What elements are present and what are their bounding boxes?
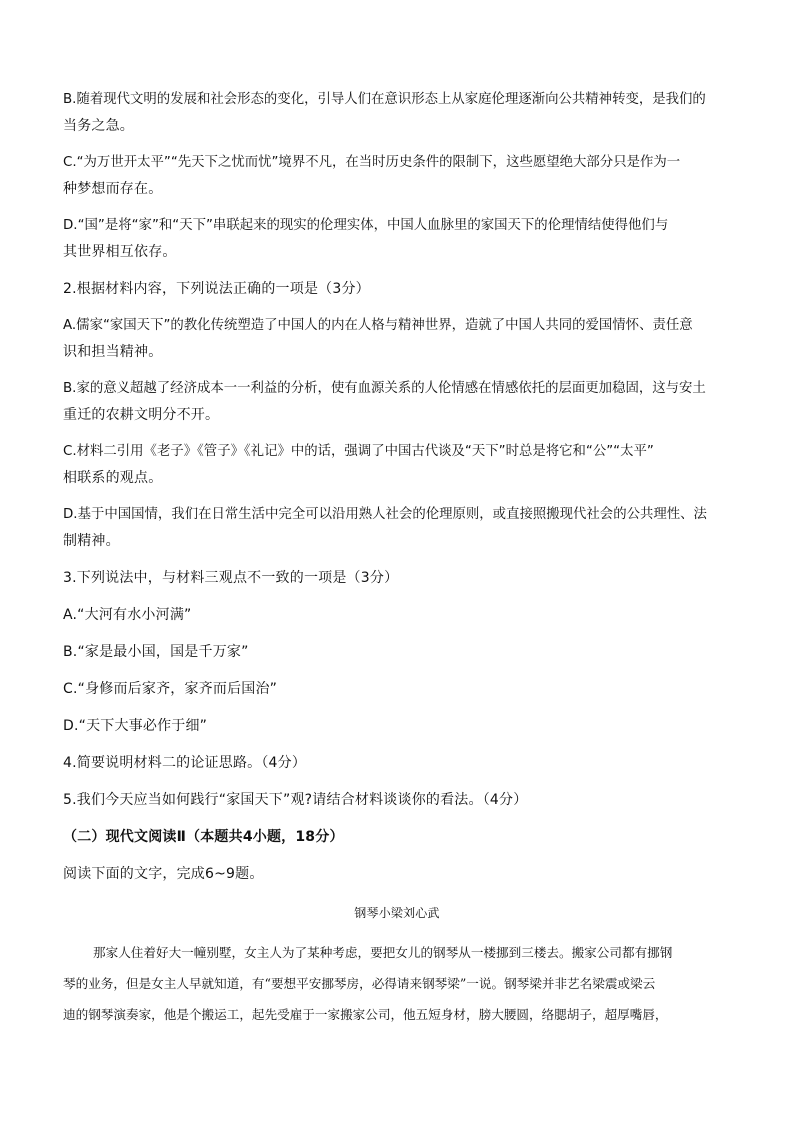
option-d-line-1: D.“国”是将“家”和“天下”串联起来的现实的伦理实体，中国人血脉里的家国天下的伦理情结使得他们与 (63, 218, 669, 233)
question-3: 3.下列说法中，与材料三观点不一致的一项是（3分） (63, 570, 399, 586)
option-c-line-1: C.“为万世开太平”“先天下之忧而忧”境界不凡，在当时历史条件的限制下，这些愿望绝大部分只是作为一 (63, 155, 681, 170)
q2-option-a-line-1: A.儒家“家国天下”的教化传统塑造了中国人的内在人格与精神世界，造就了中国人共同的爱国情怀、责任意 (63, 318, 693, 333)
q2-option-b-line-2: 重迁的农耕文明分不开。 (63, 407, 220, 423)
q2-option-d-line-2: 制精神。 (63, 533, 120, 549)
question-5: 5.我们今天应当如何践行“家国天下”观?请结合材料谈谈你的看法。（4分） (63, 792, 528, 808)
story-paragraph-line-2: 琴的业务，但是女主人早就知道，有“要想平安挪琴房，必得请来钢琴梁”一说。钢琴梁并非艺名梁震或梁云 (63, 976, 656, 991)
question-4: 4.简要说明材料二的论证思路。（4分） (63, 755, 307, 771)
section-heading: （二）现代文阅读Ⅱ（本题共4小题，18分） (63, 829, 344, 845)
q2-option-c-line-1: C.材料二引用《老子》《管子》《礼记》中的话，强调了中国古代谈及“天下”时总是将它和“公”“太平” (63, 444, 654, 459)
q2-option-d-line-1: D.基于中国国情，我们在日常生活中完全可以沿用熟人社会的伦理原则，或直接照搬现代社会的公共理性、法 (63, 507, 707, 522)
q3-option-c: C.“身修而后家齐，家齐而后国治” (63, 681, 278, 697)
option-c-line-2: 种梦想而存在。 (63, 181, 163, 197)
option-b-line-1: B.随着现代文明的发展和社会形态的变化，引导人们在意识形态上从家庭伦理逐渐向公共精神转变，是我们的 (63, 92, 706, 107)
option-b-line-2: 当务之急。 (63, 118, 134, 134)
q2-option-c-line-2: 相联系的观点。 (63, 470, 163, 486)
reading-instruction: 阅读下面的文字，完成6~9题。 (63, 866, 264, 882)
option-d-line-2: 其世界相互依存。 (63, 244, 177, 260)
q3-option-a: A.“大河有水小河满” (63, 607, 192, 623)
q2-option-a-line-2: 识和担当精神。 (63, 344, 163, 360)
q2-option-b-line-1: B.家的意义超越了经济成本一一利益的分析，使有血源关系的人伦情感在情感依托的层面更加稳固，这与安土 (63, 381, 706, 396)
story-title: 钢琴小梁刘心武 (354, 906, 440, 920)
q3-option-d: D.“天下大事必作于细” (63, 718, 208, 734)
story-paragraph-line-3: 迪的钢琴演奏家，他是个搬运工，起先受雇于一家搬家公司，他五短身材，膀大腰圆，络腮胡子，超厚嘴唇， (63, 1007, 668, 1022)
story-paragraph-line-1: 那家人住着好大一幢别墅，女主人为了某种考虑，要把女儿的钢琴从一楼挪到三楼去。搬家公司都有挪钢 (93, 945, 673, 960)
question-2: 2.根据材料内容，下列说法正确的一项是（3分） (63, 281, 370, 297)
q3-option-b: B.“家是最小国，国是千万家” (63, 644, 249, 660)
